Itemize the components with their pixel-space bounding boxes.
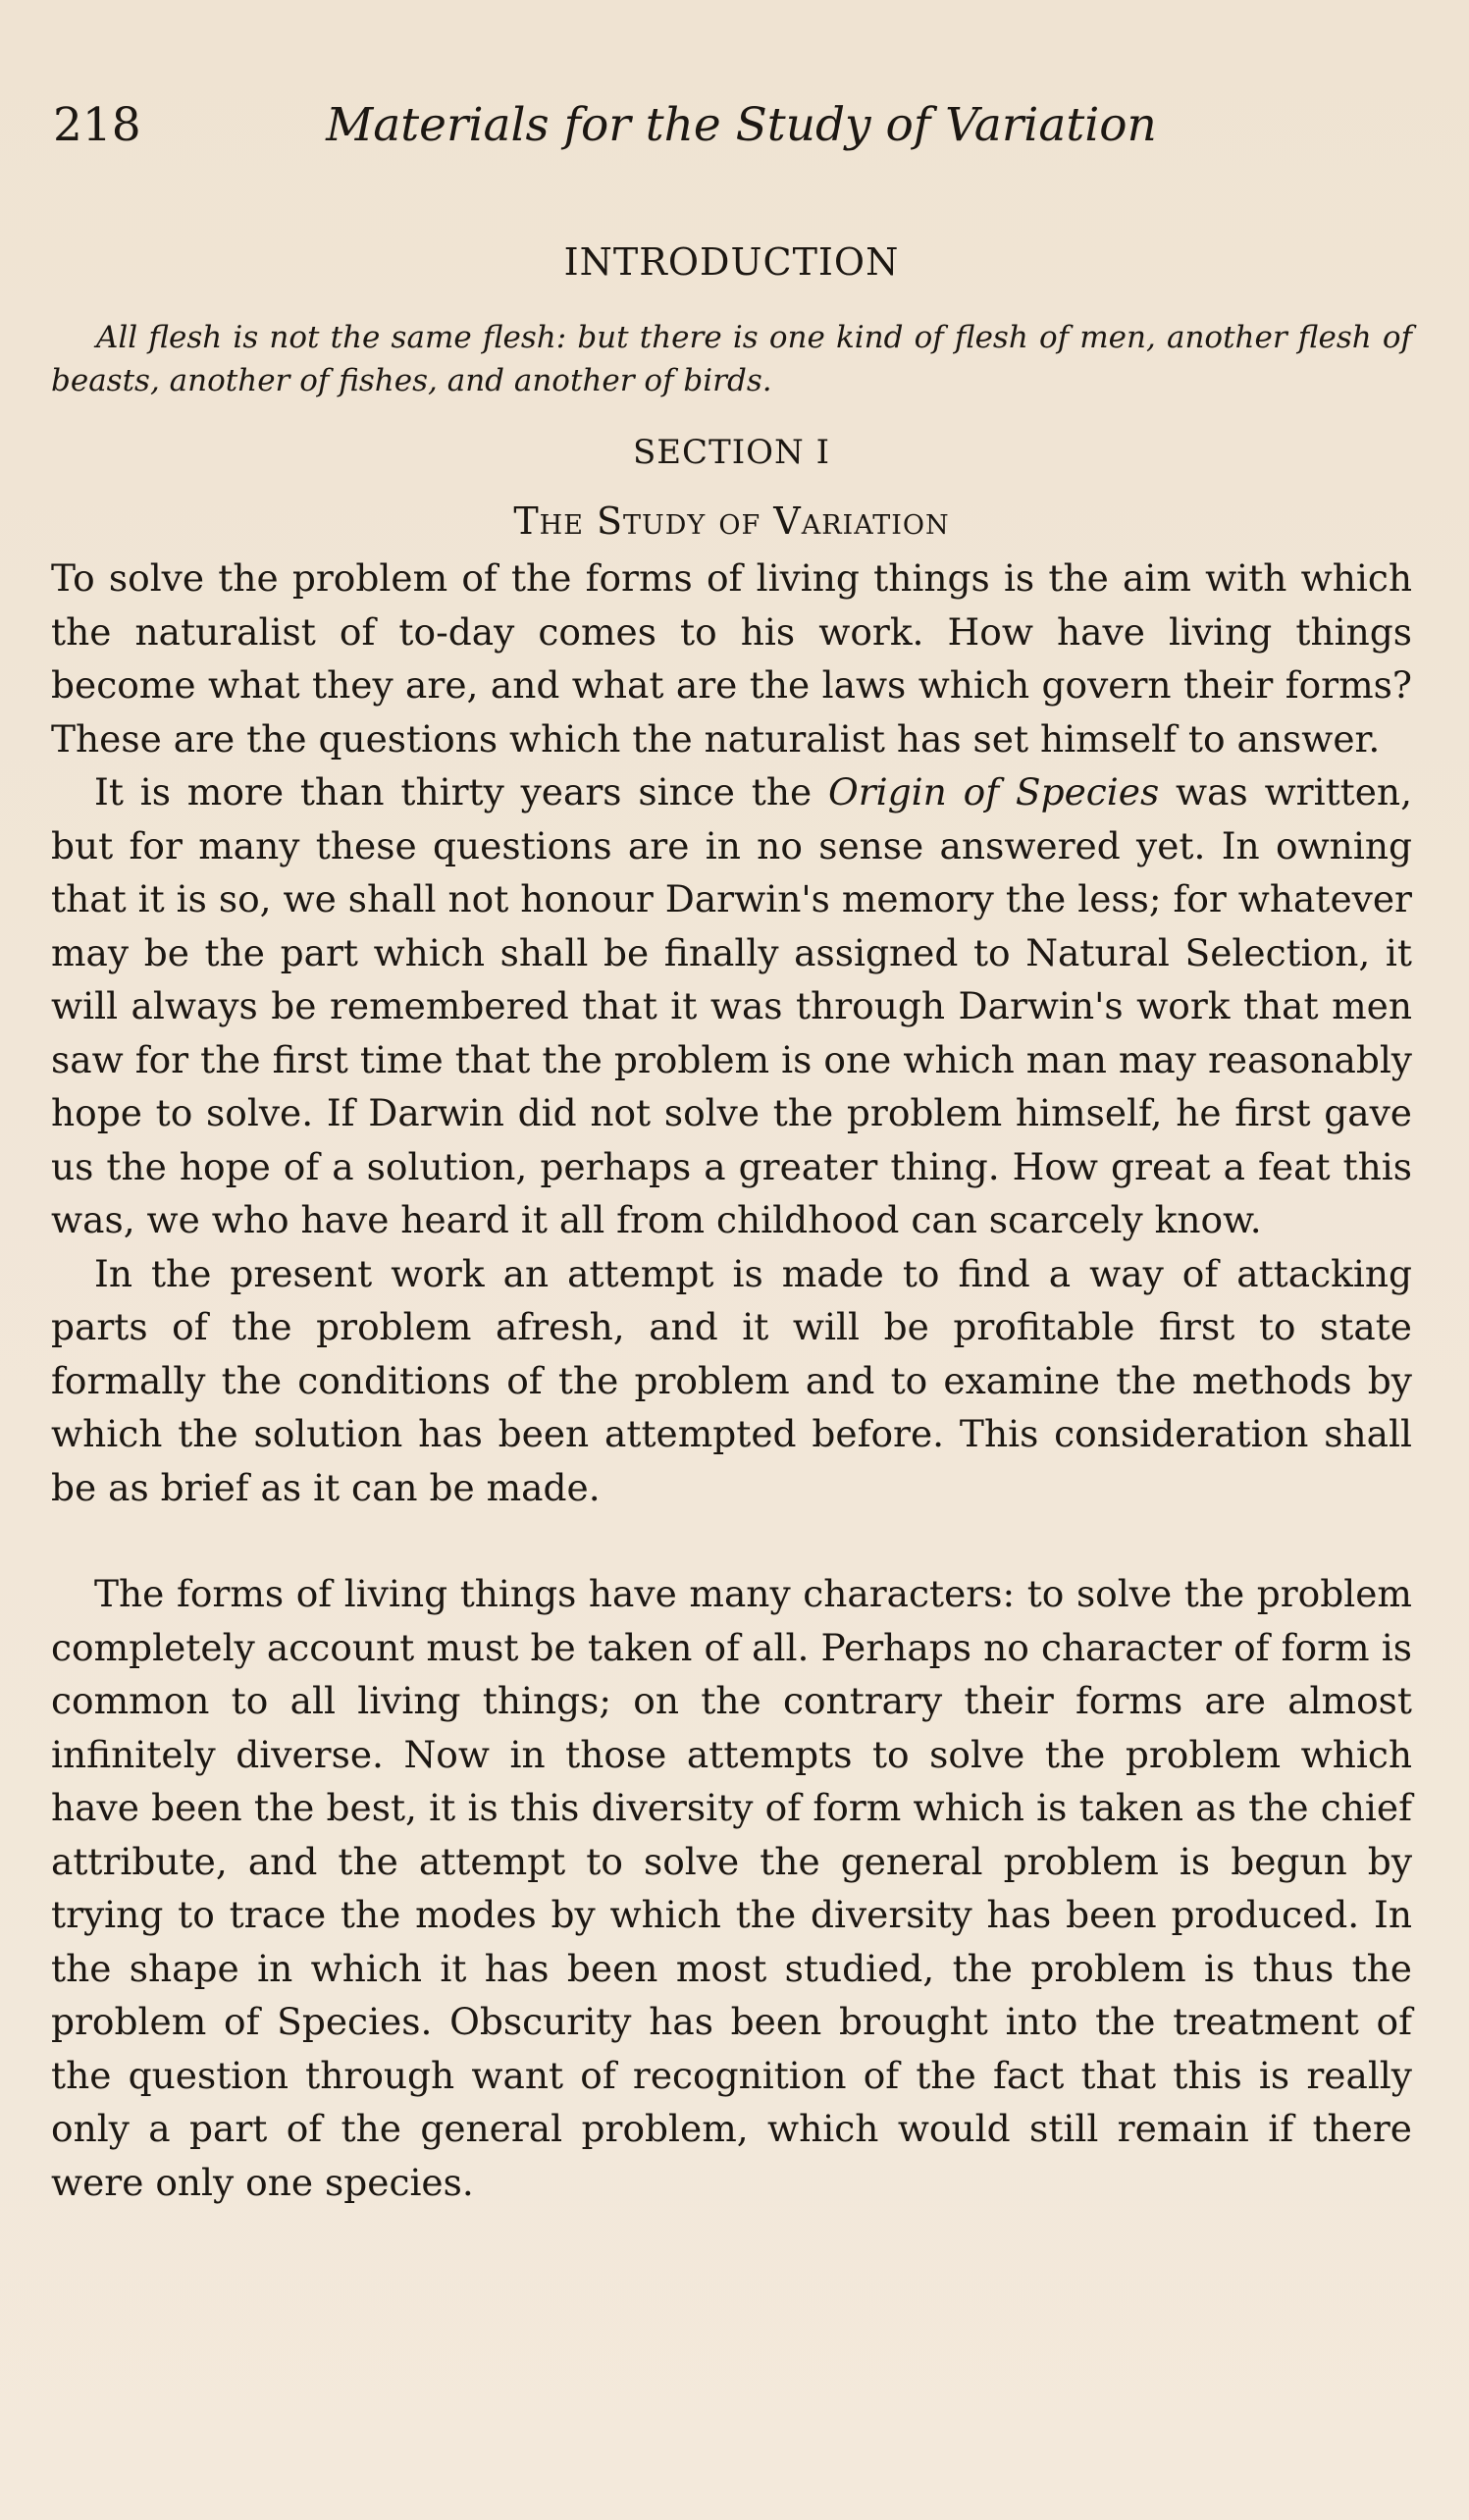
epigraph: All flesh is not the same flesh: but there is one kind of flesh of men, another flesh of beasts, another of fishes, and another of birds. (51, 320, 1412, 398)
paragraph-1: To solve the problem of the forms of living things is the aim with which the naturalist of to-day comes to his work. How have living things become what they are, and what are the laws which govern their forms? These are the questions which the naturalist has set himself to answer. (51, 556, 1412, 761)
running-title: Materials for the Study of Variation (326, 98, 1157, 152)
book-title-reference: Origin of Species (827, 770, 1160, 814)
paragraph-2-rest: was written, but for many these questions are in no sense answered yet. In owning that it is so, we shall not honour Darwin's memory the less; for whatever may be the part which shall be finally assigned to Natural Selection, it will always be remembered that it was through Darwin's work that men saw for the first time that the problem is one which man may reasonably hope to solve. If Darwin did not solve the problem himself, he first gave us the hope of a solution, perhaps a greater thing. How great a feat this was, we who have heard it all from childhood can scarcely know. (51, 770, 1412, 1241)
section-heading: SECTION I (632, 433, 831, 472)
introduction-heading: INTRODUCTION (563, 240, 900, 284)
paragraph-4: The forms of living things have many characters: to solve the problem completely account must be taken of all. Perhaps no character of form is common to all living things; on the contrary their forms are almost infinitely diverse. Now in those attempts to solve the problem which have been the best, it is this diversity of form which is taken as the chief attribute, and the attempt to solve the general problem is begun by trying to trace the modes by which the diversity has been produced. In the shape in which it has been most studied, the problem is thus the problem of Species. Obscurity has been brought into the treatment of the question through want of recognition of the fact that this is really only a part of the general problem, which would still remain if there were only one species. (51, 1572, 1412, 2204)
running-head (51, 98, 1412, 153)
paragraph-3: In the present work an attempt is made to find a way of attacking parts of the problem afresh, and it will be profitable first to state formally the conditions of the problem and to examine the methods by which the solution has been attempted before. This consideration shall be as brief as it can be made. (51, 1251, 1412, 1509)
page-number: 218 (53, 98, 141, 152)
paragraph-2-start: It is more than thirty years since the (94, 770, 828, 814)
body-text (51, 551, 1412, 2209)
paragraph-2 (51, 765, 1412, 1247)
section-title: The Study of Variation (513, 499, 950, 543)
